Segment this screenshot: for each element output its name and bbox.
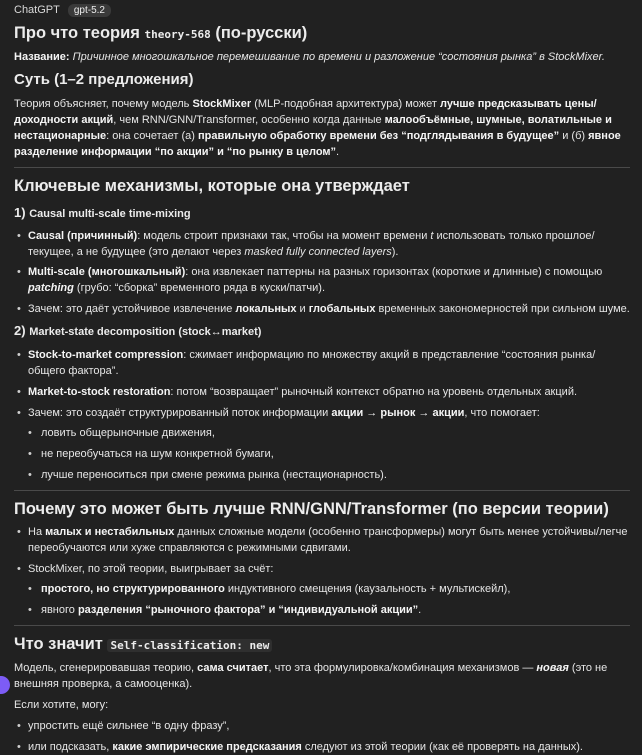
mechanism-2-list <box>14 347 630 421</box>
theory-name-line <box>14 49 630 65</box>
list-item: • Зачем: это даёт устойчивое извлечение локальных и глобальных временных закономерностей при сильном шуме. <box>14 301 630 317</box>
sublist-item: • лучше переноситься при смене режима рынка (нестационарность). <box>14 467 630 483</box>
sublist-item: • простого, но структурированного индуктивного смещения (каузальность + мультискейл), <box>14 581 630 597</box>
sublist-item: • не переобучаться на шум конкретной бумаги, <box>14 446 630 462</box>
mechanism-2-heading: 2) Market-state decomposition (stock↔market) <box>14 323 262 338</box>
name-label: Название: <box>14 51 70 63</box>
theory-id: theory-568 <box>144 28 211 41</box>
divider <box>14 625 630 626</box>
divider <box>14 167 630 168</box>
list-item: • Causal (причинный): модель строит признаки так, чтобы на момент времени t использовать только прошлое/текущее, а не будущее (это делают через masked fully connected layers). <box>14 228 630 260</box>
essence-heading: Суть (1–2 предложения) <box>14 71 194 88</box>
title-prefix: Про что теория <box>14 24 140 42</box>
list-item: • упростить ещё сильнее “в одну фразу”, <box>14 718 630 734</box>
list-item: • Market-to-stock restoration: потом “возвращает” рыночный контекст обратно на уровень отдельных акций. <box>14 384 630 400</box>
offer-paragraph: Если хотите, могу: <box>14 699 109 711</box>
list-item: • На малых и нестабильных данных сложные модели (особенно трансформеры) могут быть менее устойчивы/легче переобучаются или хуже справляются с режимными сдвигами. <box>14 524 630 556</box>
sublist-item: • ловить общерыночные движения, <box>14 425 630 441</box>
meaning-paragraph: Модель, сгенерировавшая теорию, сама считает, что эта формулировка/комбинация механизмов — новая (это не внешняя проверка, а самооценка). <box>14 662 608 690</box>
model-selector[interactable]: gpt-5.2 <box>68 4 111 17</box>
mechanism-1-heading: 1) Causal multi-scale time-mixing <box>14 205 191 220</box>
essence-paragraph: Теория объясняет, почему модель StockMixer (MLP-подобная архитектура) может лучше предсказывать цены/доходности акций, чем RNN/GNN/Transformer, особенно когда данные малообъёмные, шумные, волатильные и нестационарные: она сочетает (а) правильную обработку времени без “подглядывания в будущее” и (б) явное разделение информации “по акции” и “по рынку в целом”. <box>14 98 621 158</box>
why-list <box>14 524 630 577</box>
divider <box>14 490 630 491</box>
list-item: • StockMixer, по этой теории, выигрывает за счёт: <box>14 561 630 577</box>
sublist-item: • явного разделения “рыночного фактора” и “индивидуальной акции”. <box>14 602 630 618</box>
list-item: • Зачем: это создаёт структурированный поток информации акции → рынок → акции, что помогает: <box>14 405 630 421</box>
list-item: • Multi-scale (многошкальный): она извлекает паттерны на разных горизонтах (короткие и длинные) с помощью patching (грубо: “сборка” временного ряда в куски/патчи). <box>14 264 630 296</box>
list-item: • или подсказать, какие эмпирические предсказания следуют из этой теории (как её проверять на данных). <box>14 739 630 755</box>
why-heading: Почему это может быть лучше RNN/GNN/Transformer (по версии теории) <box>14 500 609 518</box>
self-classification-code: Self-classification: new <box>107 639 272 652</box>
title-suffix: (по-русски) <box>215 24 308 42</box>
list-item: • Stock-to-market compression: сжимает информацию по множеству акций в представление “состояния рынка/общего фактора”. <box>14 347 630 379</box>
top-bar <box>0 0 642 20</box>
meaning-heading: Что значит Self-classification: new <box>14 634 630 656</box>
mechanism-1-list <box>14 228 630 317</box>
app-name: ChatGPT <box>14 4 60 16</box>
offer-list <box>14 718 630 755</box>
mechanisms-heading: Ключевые механизмы, которые она утверждает <box>14 177 410 195</box>
name-value: Причинное многошкальное перемешивание по времени и разложение “состояния рынка” в StockMixer. <box>72 51 605 63</box>
why-sublist <box>14 577 630 618</box>
mechanism-2-sublist <box>14 421 630 483</box>
page-title <box>14 23 630 45</box>
assistant-message <box>0 23 642 755</box>
